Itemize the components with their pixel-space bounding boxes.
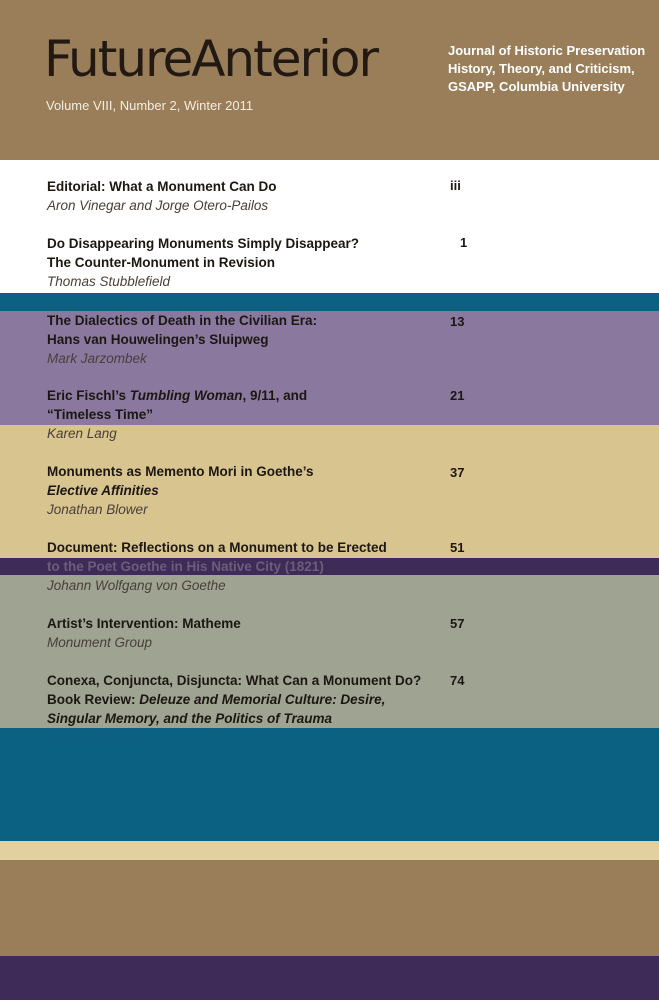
journal-description: [448, 42, 658, 96]
entry-author: Monument Group: [47, 635, 153, 650]
entry-author: Mark Jarzombek: [47, 351, 147, 366]
entry-title: The Dialectics of Death in the Civilian Era:: [47, 313, 318, 328]
entry-title: Editorial: What a Monument Can Do: [47, 179, 277, 194]
issue-info: Volume VIII, Number 2, Winter 2011: [46, 98, 254, 113]
entry-title-italic: Deleuze and Memorial Culture: Desire,: [139, 692, 386, 707]
toc-entry: [47, 671, 467, 747]
entry-title: Do Disappearing Monuments Simply Disappear?: [47, 236, 360, 251]
toc-entry: [47, 462, 447, 519]
dark-purple-band: [0, 956, 659, 1000]
entry-title-part: Book Review:: [47, 692, 140, 707]
toc-entry: [47, 234, 447, 291]
masthead: [0, 0, 659, 160]
entry-title: “Timeless Time”: [47, 407, 154, 422]
entry-title-part: , 9/11, and: [242, 388, 308, 403]
page-number: 51: [450, 540, 465, 555]
journal-description-line: History, Theory, and Criticism,: [448, 61, 635, 76]
page-number: 37: [450, 465, 465, 480]
toc-entry: [47, 538, 447, 595]
entry-title: Hans van Houwelingen’s Sluipweg: [47, 332, 269, 347]
entry-title: Artist’s Intervention: Matheme: [47, 616, 241, 631]
page-number: 13: [450, 314, 465, 329]
page-number: 57: [450, 616, 465, 631]
entry-title: [47, 481, 447, 500]
entry-title: Document: Reflections on a Monument to be Erected: [47, 540, 387, 555]
entry-title-part: Eric Fischl’s: [47, 388, 130, 403]
teal-stripe: [0, 293, 659, 311]
page-number: 1: [460, 235, 468, 250]
entry-title-italic: Singular Memory, and the Politics of Trauma: [47, 711, 333, 726]
journal-description-line: GSAPP, Columbia University: [448, 79, 625, 94]
toc-entry: [47, 177, 447, 215]
entry-author: Helene Frichot: [47, 730, 135, 745]
entry-author: Aron Vinegar and Jorge Otero-Pailos: [47, 198, 269, 213]
entry-title: The Counter-Monument in Revision: [47, 255, 275, 270]
entry-title: Conexa, Conjuncta, Disjuncta: What Can a Monument Do?: [47, 673, 422, 688]
entry-title: [47, 709, 467, 728]
journal-logo: FutureAnterior: [44, 30, 378, 88]
page-number: iii: [450, 178, 461, 193]
page-number: 21: [450, 388, 465, 403]
page-number: 74: [450, 673, 465, 688]
entry-title: [47, 386, 447, 405]
entry-author: Johann Wolfgang von Goethe: [47, 578, 226, 593]
entry-author: Thomas Stubblefield: [47, 274, 171, 289]
entry-author: Karen Lang: [47, 426, 117, 441]
toc-entry: [47, 386, 447, 443]
entry-title: to the Poet Goethe in His Native City (1821): [47, 559, 324, 574]
journal-description-line: Journal of Historic Preservation: [448, 43, 646, 58]
light-tan-stripe: [0, 841, 659, 860]
entry-title-italic: Elective Affinities: [47, 483, 159, 498]
entry-title-italic: Tumbling Woman: [129, 388, 243, 403]
entry-author: Jonathan Blower: [47, 502, 148, 517]
entry-title: [47, 690, 467, 709]
toc-entry: [47, 311, 447, 368]
entry-title: Monuments as Memento Mori in Goethe’s: [47, 464, 314, 479]
brown-band: [0, 860, 659, 956]
toc-entry: [47, 614, 447, 652]
